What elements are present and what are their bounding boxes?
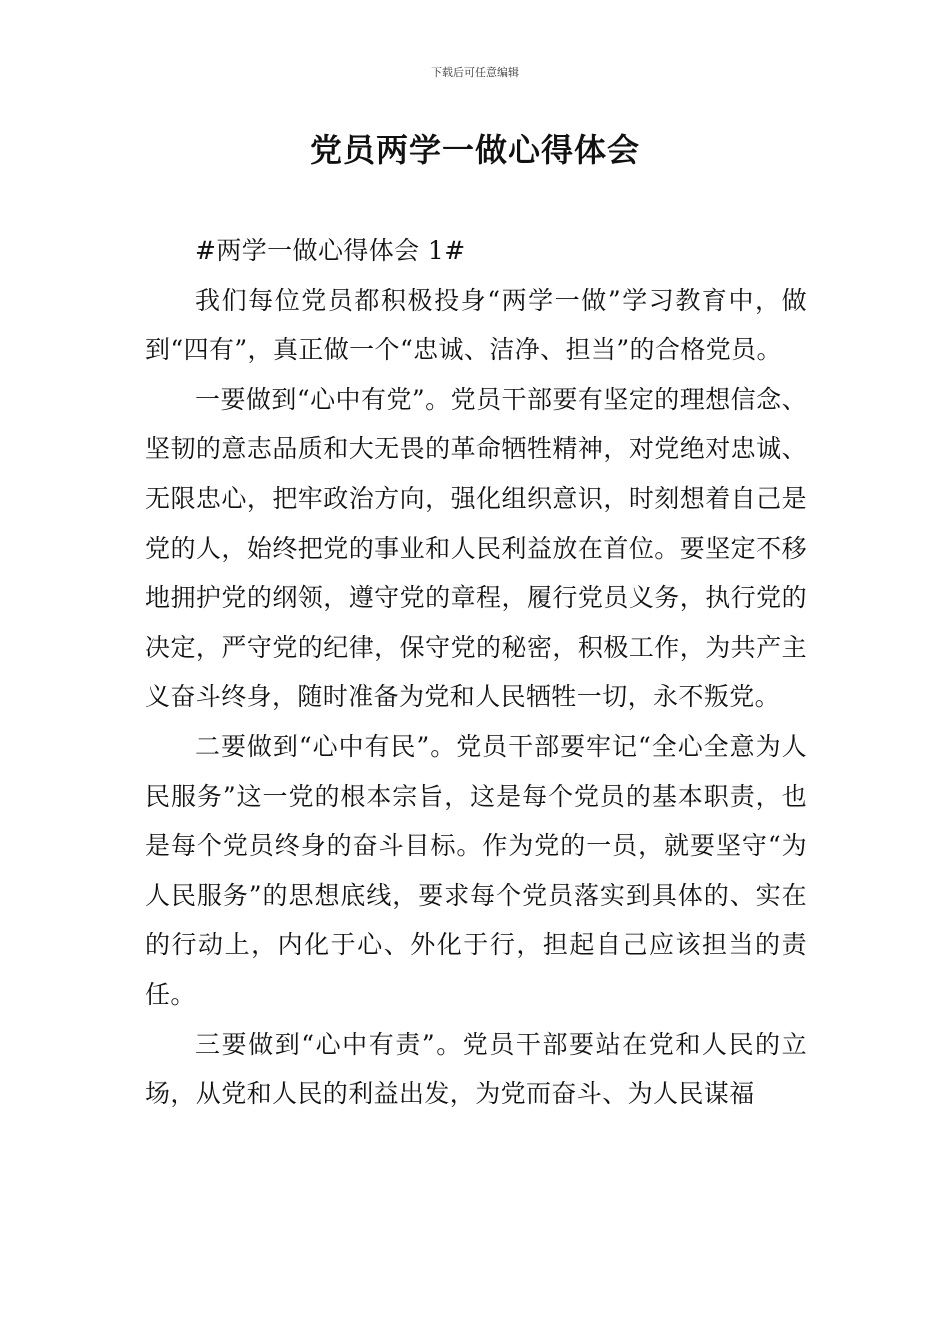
section-heading: #两学一做心得体会 1# <box>195 236 466 265</box>
document-title: 党员两学一做心得体会 <box>309 131 640 169</box>
paragraph-heart-responsibility: 三要做到“心中有责”。党员干部要站在党和人民的立场，从党和人民的利益出发，为党而奋斗、为人民谋福 <box>145 1029 807 1109</box>
paragraph-heart-people: 二要做到“心中有民”。党员干部要牢记“全心全意为人民服务”这一党的根本宗旨，这是每个党员的基本职责，也是每个党员终身的奋斗目标。作为党的一员，就要坚守“为人民服务”的思想底线，要求每个党员落实到具体的、实在的行动上，内化于心、外化于行，担起自己应该担当的责任。 <box>145 731 807 1009</box>
paragraph-intro: 我们每位党员都积极投身“两学一做”学习教育中，做到“四有”，真正做一个“忠诚、洁净、担当”的合格党员。 <box>145 285 807 365</box>
header-note: 下载后可任意编辑 <box>431 66 519 79</box>
paragraph-heart-party: 一要做到“心中有党”。党员干部要有坚定的理想信念、坚韧的意志品质和大无畏的革命牺牲精神，对党绝对忠诚、无限忠心，把牢政治方向，强化组织意识，时刻想着自己是党的人，始终把党的事业和人民利益放在首位。要坚定不移地拥护党的纲领，遵守党的章程，履行党员义务，执行党的决定，严守党的纪律，保守党的秘密，积极工作，为共产主义奋斗终身，随时准备为党和人民牺牲一切，永不叛党。 <box>145 384 807 712</box>
document-body <box>145 226 807 1119</box>
